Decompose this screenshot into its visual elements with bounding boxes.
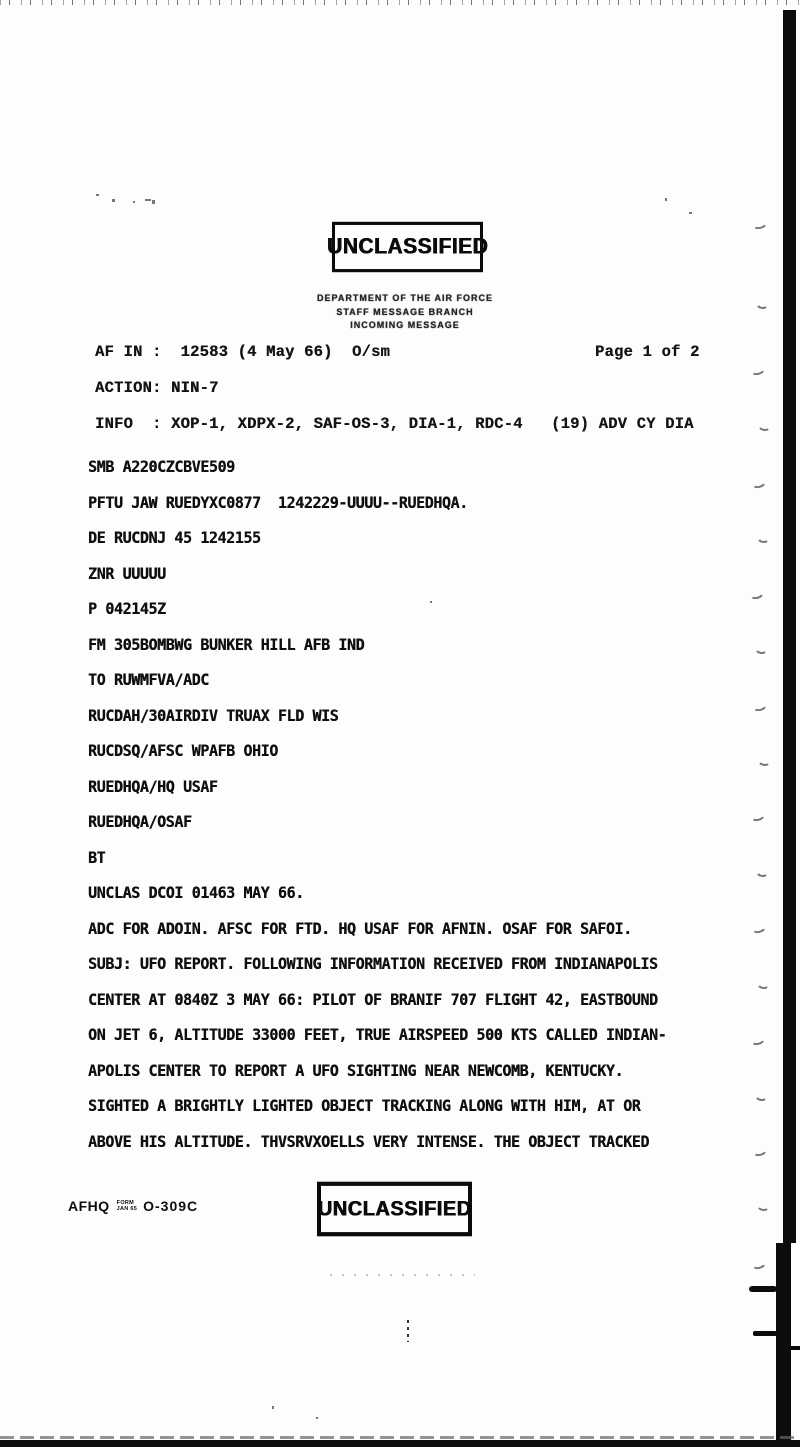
message-body xyxy=(88,449,738,1159)
spacer xyxy=(523,415,552,433)
header-af-in-line xyxy=(95,343,755,361)
letterhead-line-1: DEPARTMENT OF THE AIR FORCE xyxy=(317,293,493,303)
margin-artifact xyxy=(751,698,768,712)
message-line: UNCLAS DCOI 01463 MAY 66. xyxy=(88,883,304,903)
message-line: RUEDHQA/HQ USAF xyxy=(88,776,218,796)
header-info-line xyxy=(95,415,755,433)
form-edition xyxy=(117,1200,137,1212)
pencil-speck xyxy=(96,194,99,196)
form-agency: AFHQ xyxy=(68,1198,110,1214)
margin-artifact xyxy=(749,1032,766,1046)
info-label: INFO : xyxy=(95,415,162,433)
letterhead xyxy=(255,292,555,333)
message-line: ADC FOR ADOIN. AFSC FOR FTD. HQ USAF FOR AFNIN. OSAF FOR SAFOI. xyxy=(88,918,632,938)
binding-tick xyxy=(749,1286,777,1292)
binding-bar-upper xyxy=(783,10,796,1243)
pencil-speck xyxy=(145,199,151,201)
margin-artifact xyxy=(757,754,771,767)
spacer xyxy=(162,343,181,361)
stamp-text: UNCLASSIFIED xyxy=(317,1196,472,1221)
margin-artifact xyxy=(749,808,766,822)
perforation-ticks-top xyxy=(0,0,800,5)
margin-artifact xyxy=(750,920,767,934)
message-line: APOLIS CENTER TO REPORT A UFO SIGHTING NEAR NEWCOMB, KENTUCKY. xyxy=(88,1060,624,1080)
pencil-speck xyxy=(430,601,432,603)
vertical-dot-mark xyxy=(407,1320,409,1342)
info-suffix: (19) ADV CY DIA xyxy=(551,415,694,433)
form-number: O-309C xyxy=(143,1198,199,1214)
spacer xyxy=(162,379,172,397)
margin-artifact xyxy=(756,531,770,544)
margin-artifact xyxy=(751,1143,768,1157)
margin-artifact xyxy=(755,865,769,878)
message-line: ZNR UUUUU xyxy=(88,563,166,583)
message-line: PFTU JAW RUEDYXC0877 1242229-UUUU--RUEDHQA. xyxy=(88,492,468,512)
binding-tick xyxy=(789,1346,800,1350)
message-line: SMB A220CZCBVE509 xyxy=(88,457,235,477)
form-identifier xyxy=(68,1196,198,1216)
unclassified-stamp-bottom xyxy=(317,1182,472,1237)
spacer xyxy=(162,415,172,433)
margin-artifact xyxy=(750,1256,767,1270)
af-in-value: 12583 (4 May 66) xyxy=(180,343,333,361)
message-line: P 042145Z xyxy=(88,599,166,619)
operator-initials: O/sm xyxy=(352,343,391,361)
message-line: BT xyxy=(88,847,106,867)
page-indicator: Page 1 of 2 xyxy=(595,343,700,361)
pencil-speck xyxy=(152,200,155,204)
pencil-speck xyxy=(689,212,692,214)
pencil-speck xyxy=(272,1406,274,1409)
message-line: RUCDSQ/AFSC WPAFB OHIO xyxy=(88,741,278,761)
message-line: ABOVE HIS ALTITUDE. THVSRVXOELLS VERY INTENSE. THE OBJECT TRACKED xyxy=(88,1131,649,1151)
bottom-edge-band xyxy=(0,1440,800,1447)
message-line: CENTER AT 0840Z 3 MAY 66: PILOT OF BRANIF 707 FLIGHT 42, EASTBOUND xyxy=(88,989,658,1009)
margin-artifact xyxy=(756,1199,770,1212)
margin-artifact xyxy=(751,216,768,230)
message-line: TO RUWMFVA/ADC xyxy=(88,670,209,690)
bottom-dashed-line xyxy=(0,1436,800,1439)
form-edition-top: FORM xyxy=(116,1200,135,1206)
binding-bar-lower xyxy=(776,1243,791,1443)
message-line: RUCDAH/30AIRDIV TRUAX FLD WIS xyxy=(88,705,339,725)
info-value: XOP-1, XDPX-2, SAF-OS-3, DIA-1, RDC-4 xyxy=(171,415,523,433)
margin-artifact xyxy=(750,475,767,489)
margin-artifact xyxy=(757,419,771,432)
faint-dot-line xyxy=(330,1274,475,1276)
pencil-speck xyxy=(112,199,115,202)
pencil-speck xyxy=(316,1417,318,1419)
message-line: ON JET 6, ALTITUDE 33000 FEET, TRUE AIRSPEED 500 KTS CALLED INDIAN- xyxy=(88,1025,667,1045)
af-in-label: AF IN : xyxy=(95,343,162,361)
message-line: FM 305BOMBWG BUNKER HILL AFB IND xyxy=(88,634,365,654)
message-line: DE RUCDNJ 45 1242155 xyxy=(88,528,261,548)
letterhead-line-3: INCOMING MESSAGE xyxy=(350,320,460,330)
margin-artifact xyxy=(748,586,765,600)
action-label: ACTION: xyxy=(95,379,162,397)
message-line: SIGHTED A BRIGHTLY LIGHTED OBJECT TRACKING ALONG WITH HIM, AT OR xyxy=(88,1096,641,1116)
action-value: NIN-7 xyxy=(171,379,219,397)
margin-artifact xyxy=(754,1089,768,1102)
unclassified-stamp-top xyxy=(326,222,489,272)
margin-artifact xyxy=(749,362,766,376)
margin-artifact xyxy=(756,977,770,990)
message-line: RUEDHQA/OSAF xyxy=(88,812,192,832)
message-line: SUBJ: UFO REPORT. FOLLOWING INFORMATION RECEIVED FROM INDIANAPOLIS xyxy=(88,954,658,974)
margin-artifact xyxy=(755,297,769,310)
margin-artifact xyxy=(754,642,768,655)
letterhead-line-2: STAFF MESSAGE BRANCH xyxy=(336,306,474,317)
binding-tick xyxy=(753,1331,777,1336)
pencil-speck xyxy=(665,198,667,201)
form-edition-date: JAN 65 xyxy=(116,1206,138,1212)
header-action-line xyxy=(95,379,755,397)
stamp-text: UNCLASSIFIED xyxy=(326,234,489,259)
pencil-speck xyxy=(133,201,135,203)
